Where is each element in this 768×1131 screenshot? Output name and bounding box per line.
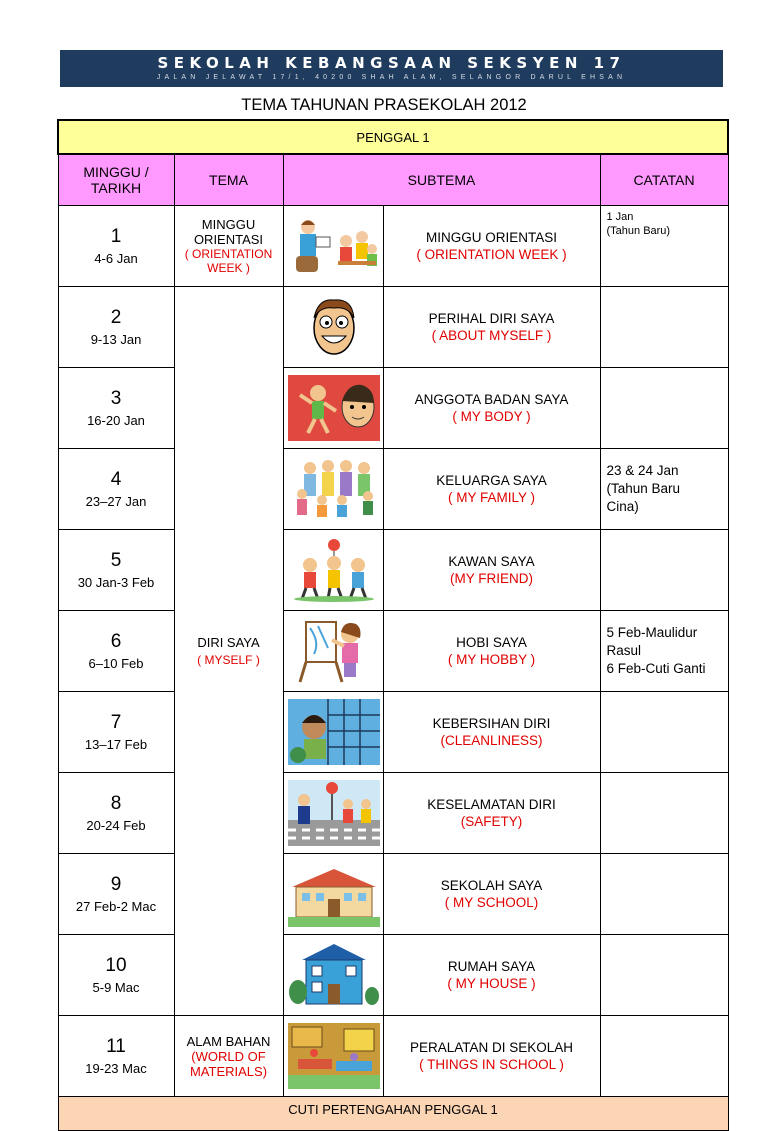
subtheme-english: (MY FRIEND) xyxy=(450,571,533,586)
orientation-picture xyxy=(288,213,380,279)
subtheme-english: ( MY BODY ) xyxy=(452,409,531,424)
house-picture xyxy=(288,942,380,1008)
week-cell xyxy=(58,611,174,692)
subtheme-title: ANGGOTA BADAN SAYA xyxy=(414,392,569,407)
week-date: 27 Feb-2 Mac xyxy=(75,899,157,914)
notes-cell xyxy=(600,530,728,611)
notes-cell xyxy=(600,287,728,368)
term-label: PENGGAL 1 xyxy=(58,120,728,154)
picture-cell xyxy=(283,692,383,773)
week-number: 2 xyxy=(110,307,122,328)
week-date: 23–27 Jan xyxy=(85,494,147,509)
subtheme-english: (CLEANLINESS) xyxy=(440,733,543,748)
subtheme-cell xyxy=(383,773,600,854)
myself-picture xyxy=(288,294,380,360)
theme-english: ( ORIENTATION WEEK ) xyxy=(184,247,273,275)
column-header-week-label: MINGGU / TARIKH xyxy=(83,164,149,196)
table-row xyxy=(58,530,728,611)
picture-cell xyxy=(283,530,383,611)
week-number: 7 xyxy=(110,712,122,733)
picture-cell xyxy=(283,287,383,368)
week-number: 4 xyxy=(110,469,122,490)
theme-english: (WORLD OF MATERIALS) xyxy=(189,1048,268,1079)
theme-cell xyxy=(174,1016,283,1097)
cleanliness-picture xyxy=(288,699,380,765)
week-cell xyxy=(58,530,174,611)
week-number: 3 xyxy=(110,388,122,409)
theme-title: MINGGU ORIENTASI xyxy=(193,217,264,247)
theme-cell xyxy=(174,206,283,287)
subtheme-english: ( ABOUT MYSELF ) xyxy=(431,328,552,343)
week-date: 6–10 Feb xyxy=(88,656,144,671)
subtheme-title: RUMAH SAYA xyxy=(447,959,536,974)
subtheme-title: KESELAMATAN DIRI xyxy=(427,797,556,812)
week-cell xyxy=(58,935,174,1016)
table-row xyxy=(58,206,728,287)
subtheme-cell xyxy=(383,368,600,449)
friends-picture xyxy=(288,537,380,603)
subtheme-cell xyxy=(383,449,600,530)
family-picture xyxy=(288,456,380,522)
week-date: 9-13 Jan xyxy=(90,332,142,347)
week-date: 4-6 Jan xyxy=(94,251,138,266)
theme-cell xyxy=(174,287,283,1016)
table-row xyxy=(58,935,728,1016)
week-cell xyxy=(58,692,174,773)
week-date: 13–17 Feb xyxy=(84,737,148,752)
notes-cell xyxy=(600,935,728,1016)
subtheme-english: ( MY SCHOOL) xyxy=(444,895,539,910)
hobby-picture xyxy=(288,618,380,684)
subtheme-cell xyxy=(383,854,600,935)
week-date: 19-23 Mac xyxy=(85,1061,147,1076)
subtheme-cell xyxy=(383,692,600,773)
subtheme-title: HOBI SAYA xyxy=(456,635,527,650)
week-cell xyxy=(58,854,174,935)
subtheme-title: SEKOLAH SAYA xyxy=(440,878,543,893)
subtheme-english: (SAFETY) xyxy=(460,814,523,829)
subtheme-title: KEBERSIHAN DIRI xyxy=(432,716,551,731)
week-number: 1 xyxy=(110,226,122,247)
picture-cell xyxy=(283,1016,383,1097)
week-number: 9 xyxy=(110,874,122,895)
subtheme-title: PERALATAN DI SEKOLAH xyxy=(409,1040,574,1055)
classroom-picture xyxy=(288,1023,380,1089)
week-cell xyxy=(58,449,174,530)
week-date: 5-9 Mac xyxy=(92,980,140,995)
table-header xyxy=(58,154,728,206)
week-cell xyxy=(58,287,174,368)
picture-cell xyxy=(283,773,383,854)
theme-title: ALAM BAHAN xyxy=(186,1033,271,1049)
week-date: 16-20 Jan xyxy=(87,413,145,428)
school-name: SEKOLAH KEBANGSAAN SEKSYEN 17 xyxy=(157,54,626,72)
table-row xyxy=(58,1016,728,1097)
week-cell xyxy=(58,206,174,287)
table-row xyxy=(58,773,728,854)
subtheme-cell xyxy=(383,1016,600,1097)
week-number: 10 xyxy=(105,955,127,976)
column-header-notes: CATATAN xyxy=(600,154,728,206)
notes-cell: 5 Feb-Maulidur Rasul 6 Feb-Cuti Ganti xyxy=(600,611,728,692)
week-cell xyxy=(58,1016,174,1097)
subtheme-cell xyxy=(383,206,600,287)
subtheme-cell xyxy=(383,287,600,368)
school-banner xyxy=(60,50,723,87)
column-header-subtheme: SUBTEMA xyxy=(283,154,600,206)
week-cell xyxy=(58,773,174,854)
table-row xyxy=(58,287,728,368)
week-number: 11 xyxy=(106,1036,126,1057)
safety-picture xyxy=(288,780,380,846)
week-number: 8 xyxy=(110,793,122,814)
table-row xyxy=(58,692,728,773)
subtheme-english: ( MY FAMILY ) xyxy=(447,490,536,505)
subtheme-title: KAWAN SAYA xyxy=(448,554,535,569)
column-header-week xyxy=(58,154,174,206)
school-picture xyxy=(288,861,380,927)
subtheme-title: KELUARGA SAYA xyxy=(436,473,547,488)
week-date: 20-24 Feb xyxy=(86,818,146,833)
picture-cell xyxy=(283,368,383,449)
notes-cell xyxy=(600,368,728,449)
subtheme-cell xyxy=(383,935,600,1016)
body-picture xyxy=(288,375,380,441)
table-row xyxy=(58,368,728,449)
subtheme-title: MINGGU ORIENTASI xyxy=(425,230,557,245)
notes-cell xyxy=(600,773,728,854)
document-title: TEMA TAHUNAN PRASEKOLAH 2012 xyxy=(241,96,527,114)
picture-cell xyxy=(283,611,383,692)
column-header-theme: TEMA xyxy=(174,154,283,206)
school-address: JALAN JELAWAT 17/1, 40200 SHAH ALAM, SELANGOR DARUL EHSAN xyxy=(156,74,627,81)
subtheme-cell xyxy=(383,530,600,611)
subtheme-cell xyxy=(383,611,600,692)
theme-english: ( MYSELF ) xyxy=(197,653,260,667)
notes-cell xyxy=(600,1016,728,1097)
picture-cell xyxy=(283,206,383,287)
subtheme-title: PERIHAL DIRI SAYA xyxy=(428,311,555,326)
subtheme-english: ( ORIENTATION WEEK ) xyxy=(416,247,567,262)
mid-term-break-label: CUTI PERTENGAHAN PENGGAL 1 xyxy=(58,1097,728,1131)
table-row xyxy=(58,854,728,935)
table-row xyxy=(58,449,728,530)
picture-cell xyxy=(283,854,383,935)
week-number: 5 xyxy=(110,550,122,571)
picture-cell xyxy=(283,935,383,1016)
week-number: 6 xyxy=(110,631,122,652)
subtheme-english: ( THINGS IN SCHOOL ) xyxy=(419,1057,564,1072)
notes-cell xyxy=(600,854,728,935)
notes-cell xyxy=(600,692,728,773)
week-cell xyxy=(58,368,174,449)
subtheme-english: ( MY HOUSE ) xyxy=(447,976,536,991)
picture-cell xyxy=(283,449,383,530)
notes-cell: 1 Jan (Tahun Baru) xyxy=(600,206,728,287)
week-date: 30 Jan-3 Feb xyxy=(77,575,155,590)
theme-table xyxy=(57,119,729,1131)
theme-title: DIRI SAYA xyxy=(197,635,260,650)
table-row xyxy=(58,611,728,692)
subtheme-english: ( MY HOBBY ) xyxy=(447,652,536,667)
notes-cell: 23 & 24 Jan (Tahun Baru Cina) xyxy=(600,449,728,530)
